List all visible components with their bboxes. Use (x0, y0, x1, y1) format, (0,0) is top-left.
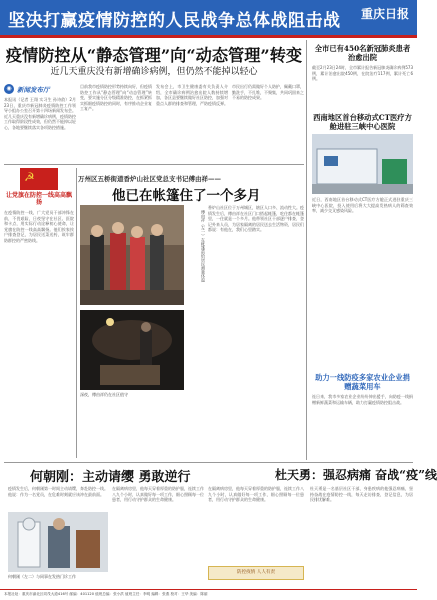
news-release-label-text: 新闻发布厅 (17, 85, 50, 94)
bottom-left-caption: 何朝刚（左二）与同事在发热门诊工作 (8, 574, 76, 579)
sidebar-top-title: 全市已有450名新冠肺炎患者治愈出院 (314, 44, 411, 62)
footer: 本报社址：重庆市渝北区同茂大道416号 邮编：401120 值班总编：张小洪 值班主任：李明 编辑：张燕 校对：王华 美编：陈丽 (0, 589, 417, 600)
lead-column-1 (4, 84, 76, 158)
story-title: 他已在帐篷住了一个多月 (112, 188, 261, 204)
story-kicker: 万州区五桥街道香炉山社区党总支书记傅由祥—— (78, 175, 221, 183)
left-column-text: 在疫情防控一线，广大党员干部冲锋在前，不畏艰险，日夜坚守在社区、医院和卡点，用实际行动诠释初心使命，让党旗在防控一线高高飘扬。他们挨家挨户排查登记，为居民送菜送药，筑牢群防群控的严密防线。 (4, 210, 74, 243)
left-column (4, 168, 74, 458)
lead-column-2 (80, 84, 152, 158)
story-photo-1 (80, 205, 184, 305)
bottom-right-col (310, 486, 413, 586)
bottom-mid2-text: 在隔离病房里，他每天穿着厚重的防护服，连续工作八九个小时，认真做好每一项工作，细心照顾每一位患者，用行动守护群众的生命健康。 (208, 486, 304, 503)
bottom-left-text: 疫情发生后，何朝刚第一时间主动请缨，奔赴防控一线。他说：作为一名党员，在危难时刻就应该冲在最前面。 (8, 486, 108, 497)
left-column-label: 让党旗在防控一线高高飘扬 (5, 192, 72, 206)
lead-subhead: 近几天重庆没有新增确诊病例，但仍然不能掉以轻心 (50, 67, 258, 77)
divider (4, 164, 304, 165)
sidebar-bottom-text: 连日来，我市多家农业企业纷纷伸出援手，向防疫一线捐赠新鲜蔬菜和运输车辆，助力打赢疫情防控阻击战。 (312, 394, 413, 405)
lead-column-4 (232, 84, 304, 158)
divider (76, 168, 77, 458)
sidebar-mid-text: 近日，西南地区首台移动式CT医疗方舱正式进驻重庆三峡中心医院，投入使用后将大大提高发热病人的筛查效率，减少交叉感染风险。 (312, 197, 413, 214)
newspaper-brand: 重庆日报 (360, 7, 409, 21)
lead-text-col4: 市民出行仍需做好个人防护，佩戴口罩，勤洗手，不扎堆，不聚集，共同巩固来之不易的防控成果。 (232, 84, 304, 101)
divider (306, 40, 307, 460)
banner-title: 坚决打赢疫情防控的人民战争总体战阻击战 (8, 11, 341, 31)
photo-caption-2: 深夜，傅由祥仍在社区值守 (80, 392, 128, 397)
story-body: 香炉山社区位于万州城区，辖区人口多、流动性大。疫情发生后，傅由祥在社区门口搭起帐篷，吃住都在帐篷里，一住就是一个多月。他带领社区干部逐户排查，登记外来人员，为居家隔离的居民送去生活物资，居民们都说：有他在，我们心里踏实。 (208, 205, 304, 233)
bottom-mid-col (112, 486, 204, 586)
photo-caption-1: 傅由祥（左一）在帐篷前给居民测量体温 (201, 210, 206, 282)
bottom-right-text: 杜天勇是一名基层社区干部，身患疾病的他强忍病痛，坚持奋战在疫情防控一线，每天走访排查，登记信息，为居民排忧解难。 (310, 486, 413, 503)
lead-text-col3: 发布会上，市卫生健康委有关负责人介绍，全市确诊病例治愈出院人数持续增加，各区县要继续做好社区防控，加强对重点人群的排查和管理，严防疫情反弹。 (156, 84, 228, 106)
sidebar-bottom-title: 助力一线防疫多家农业企业捐赠蔬菜用车 (315, 373, 410, 391)
sidebar-photo (312, 134, 413, 194)
lead-text-col2: 目前我市疫情防控形势持续向好，但疫情防控工作从“静态管理”向“动态管理”转变，要实施分区分级精准防控，在抓紧抓实抓细疫情防控的同时，有序推动企业复工复产。 (80, 84, 152, 112)
bottom-right-title: 杜天勇：强忍病痛 奋战“疫”线 (275, 468, 437, 482)
bottom-mid2-col (208, 486, 304, 564)
news-release-label (4, 84, 76, 94)
lead-headline: 疫情防控从“静态管理”向“动态管理”转变 (5, 46, 303, 65)
bottom-mid-text: 在隔离病房里，他每天穿着厚重的防护服，连续工作八九个小时，认真做好每一项工作，细心照顾每一位患者，用行动守护群众的生命健康。 (112, 486, 204, 503)
party-flag-icon (20, 168, 58, 190)
sidebar-mid-title: 西南地区首台移动式CT医疗方舱进驻三峡中心医院 (313, 113, 412, 131)
bottom-left-photo (8, 512, 108, 572)
sidebar-top-text: 截至2月23日24时，全市累计报告新冠肺炎确诊病例573例，累计治愈出院450例，在院治疗117例，累计死亡6例。 (312, 65, 413, 82)
bottom-left-text-wrap (8, 486, 108, 510)
story-text (208, 205, 304, 458)
bottom-left-title: 何朝刚：主动请缨 勇敢逆行 (30, 470, 191, 485)
story-photo-2 (80, 310, 184, 390)
divider (4, 462, 413, 463)
microphone-icon: ◉ (4, 84, 14, 94)
public-service-ad: 防控疫情 人人有责 (208, 566, 304, 580)
lead-column-3 (156, 84, 228, 158)
section-banner (0, 0, 417, 38)
lead-text-col1: 本报讯（记者 王翔 实习生 孙诗韵）2月23日，重庆市新冠肺炎疫情防控工作领导小组办公室召开第十四场新闻发布会。近几天重庆没有新增确诊病例，疫情防控工作取得阶段性成效，但仍然不能掉以轻心，各地要继续落实各项防控措施。 (4, 97, 76, 130)
